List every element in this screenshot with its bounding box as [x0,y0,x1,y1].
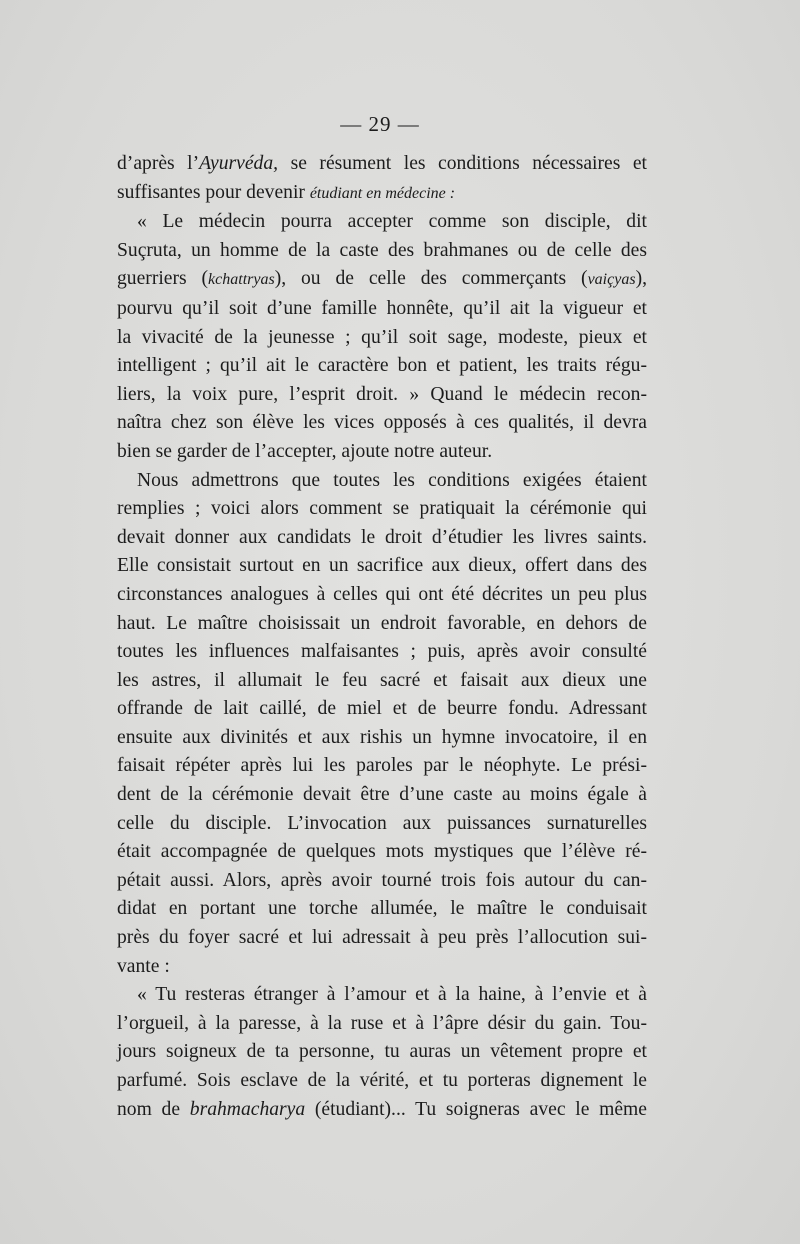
body-text [117,150,647,1124]
text-line: suffisantes pour devenir étudiant en médecine : [117,181,456,203]
text-line: parfumé. Sois esclave de la vérité, et tu porteras dignement le [117,1070,647,1091]
text-line: faisait répéter après lui les paroles par le néophyte. Le prési- [117,755,647,777]
text-line: haut. Le maître choisissait un endroit favorable, en dehors de [117,612,647,634]
text-line: nom de brahmacharya (étudiant)... Tu soigneras avec le même [117,1098,647,1120]
text-line: celle du disciple. L’invocation aux puissances surnaturelles [117,812,647,834]
text-line: circonstances analogues à celles qui ont été décrites un peu plus [117,583,647,605]
text-line: vante : [117,955,170,977]
text-line: « Tu resteras étranger à l’amour et à la haine, à l’envie et à [137,984,647,1006]
text-line: jours soigneux de ta personne, tu auras un vêtement propre et [117,1041,647,1063]
text-line: « Le médecin pourra accepter comme son disciple, dit [137,211,647,233]
text-line: offrande de lait caillé, de miel et de beurre fondu. Adressant [117,698,647,720]
text-line: près du foyer sacré et lui adressait à peu près l’allocution sui- [117,927,647,949]
text-line: était accompagnée de quelques mots mystiques que l’élève ré- [117,841,647,863]
text-line: dent de la cérémonie devait être d’une caste au moins égale à [117,784,647,806]
text-line: pétait aussi. Alors, après avoir tourné trois fois autour du can- [117,869,647,891]
text-line: intelligent ; qu’il ait le caractère bon et patient, les traits régu- [117,355,647,377]
text-line: naîtra chez son élève les vices opposés à ces qualités, il devra [117,412,647,434]
text-line: les astres, il allumait le feu sacré et faisait aux dieux une [117,669,647,691]
text-line: Nous admettrons que toutes les conditions exigées étaient [137,469,647,491]
text-line: d’après l’Ayurvéda, se résument les conditions nécessaires et [117,153,648,174]
text-line: pourvu qu’il soit d’une famille honnête, qu’il ait la vigueur et [117,297,647,319]
page-number: — 29 — [340,112,420,136]
text-line: ensuite aux divinités et aux rishis un hymne invocatoire, il en [117,726,647,748]
text-line: l’orgueil, à la paresse, à la ruse et à l’âpre désir du gain. Tou- [117,1012,647,1034]
text-line: liers, la voix pure, l’esprit droit. » Quand le médecin recon- [117,383,647,405]
text-line: Suçruta, un homme de la caste des brahmanes ou de celle des [117,239,647,261]
text-line: toutes les influences malfaisantes ; puis, après avoir consulté [117,641,647,663]
text-line: didat en portant une torche allumée, le maître le conduisait [117,898,647,920]
text-line: guerriers (kchattryas), ou de celle des commerçants (vaiçyas), [117,268,647,290]
text-line: bien se garder de l’accepter, ajoute notre auteur. [117,440,493,462]
text-line: la vivacité de la jeunesse ; qu’il soit sage, modeste, pieux et [117,326,647,348]
text-line: devait donner aux candidats le droit d’étudier les livres saints. [117,526,647,548]
text-line: Elle consistait surtout en un sacrifice aux dieux, offert dans des [117,555,647,577]
text-line: remplies ; voici alors comment se pratiquait la cérémonie qui [117,498,647,520]
